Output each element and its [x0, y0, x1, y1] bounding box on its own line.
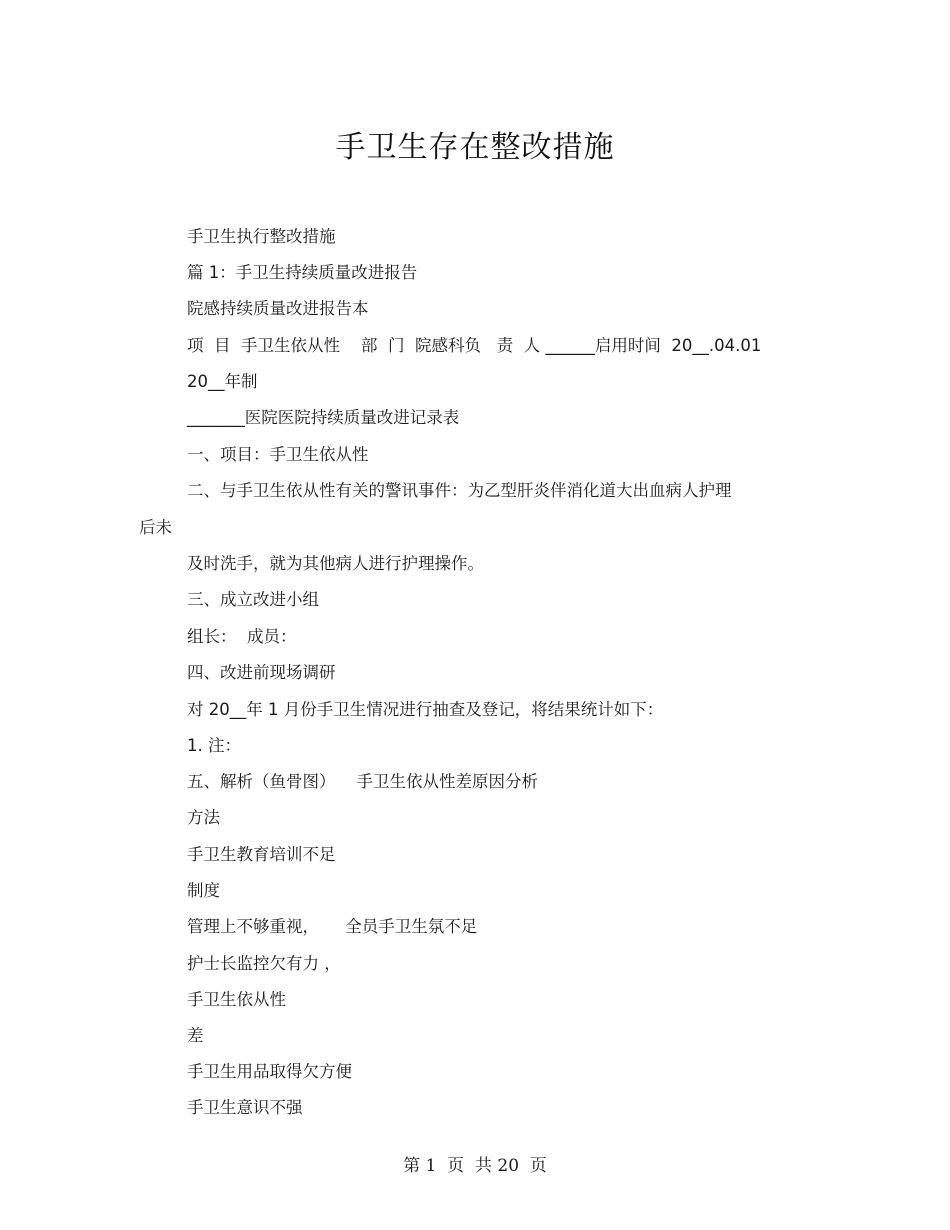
page-footer: 第 1 页 共 20 页 — [403, 1156, 547, 1176]
paragraph-line: 三、成立改进小组 — [187, 590, 319, 609]
paragraph-line: 院感持续质量改进报告本 — [187, 299, 369, 318]
paragraph-line: 护士长监控欠有力 ， — [187, 954, 341, 973]
paragraph-line: 对 20__年 1 月份手卫生情况进行抽查及登记，将结果统计如下： — [187, 700, 664, 719]
paragraph-line: 手卫生执行整改措施 — [187, 227, 336, 246]
paragraph-line: _______医院医院持续质量改进记录表 — [187, 408, 460, 427]
paragraph-line: 1. 注： — [187, 736, 241, 755]
paragraph-line: 手卫生意识不强 — [187, 1098, 303, 1117]
paragraph-line: 差 — [187, 1026, 204, 1045]
paragraph-line: 方法 — [187, 808, 220, 827]
paragraph-line: 项 目 手卫生依从性 部 门 院感科负 责 人 ______启用时间 20__.04.01 — [187, 336, 762, 355]
paragraph-line: 后未 — [139, 518, 172, 537]
paragraph-line: 二、与手卫生依从性有关的警讯事件：为乙型肝炎伴消化道大出血病人护理 — [187, 481, 732, 500]
paragraph-line: 组长： 成员： — [187, 627, 297, 646]
paragraph-line: 手卫生依从性 — [187, 990, 286, 1009]
paragraph-line: 一、项目：手卫生依从性 — [187, 445, 369, 464]
document-title: 手卫生存在整改措施 — [335, 130, 615, 165]
paragraph-line: 篇 1：手卫生持续质量改进报告 — [187, 263, 418, 282]
paragraph-line: 四、改进前现场调研 — [187, 663, 336, 682]
paragraph-line: 手卫生教育培训不足 — [187, 845, 336, 864]
paragraph-line: 20__年制 — [187, 372, 258, 391]
paragraph-line: 及时洗手，就为其他病人进行护理操作。 — [187, 554, 484, 573]
paragraph-line: 五、解析（鱼骨图） 手卫生依从性差原因分析 — [187, 772, 538, 791]
paragraph-line: 手卫生用品取得欠方便 — [187, 1062, 352, 1081]
paragraph-line: 制度 — [187, 881, 220, 900]
paragraph-line: 管理上不够重视， 全员手卫生氛不足 — [187, 917, 478, 936]
